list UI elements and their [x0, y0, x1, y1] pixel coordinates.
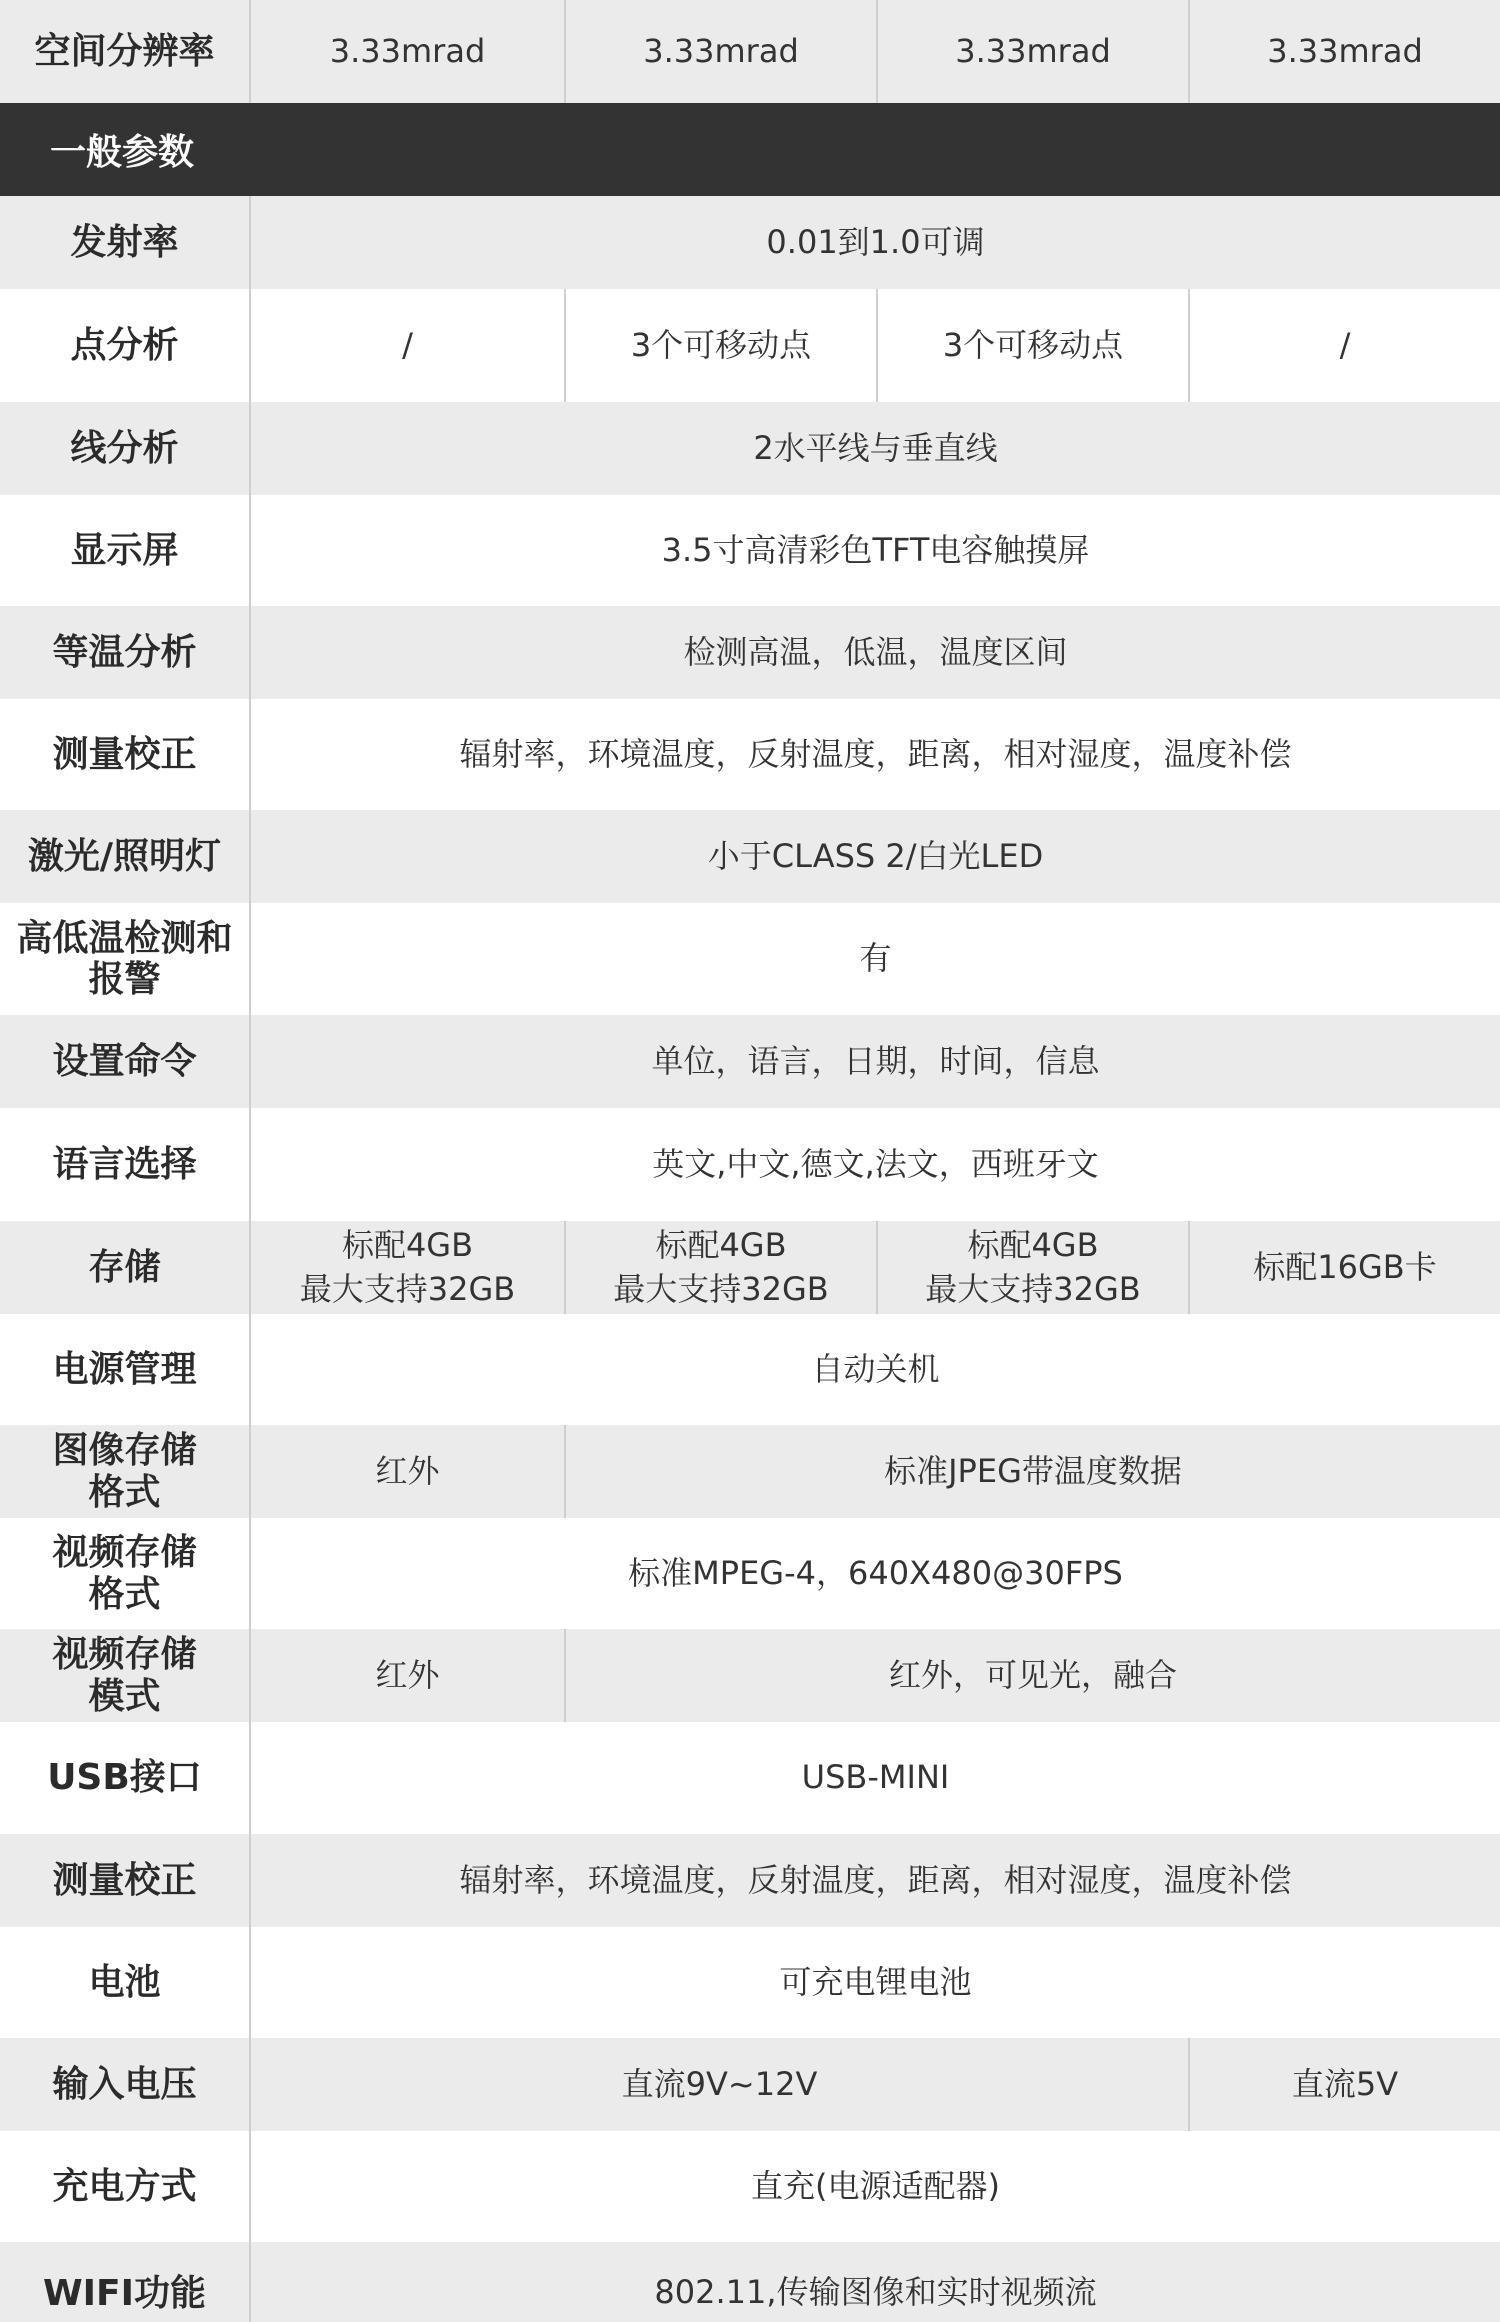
- row-label-line: 格式: [88, 1471, 161, 1513]
- value-cell: 直充(电源适配器): [751, 2166, 1000, 2205]
- row-video-format: [0, 1518, 1500, 1629]
- section-title: 一般参数: [50, 132, 195, 173]
- row-emissivity: [0, 196, 1500, 289]
- value-cell: 辐射率，环境温度，反射温度，距离，相对湿度，温度补偿: [459, 734, 1292, 773]
- value-line: 标配4GB: [341, 1226, 474, 1265]
- row-power-management: [0, 1314, 1500, 1425]
- value-cell: 3.33mrad: [564, 0, 876, 103]
- row-input-voltage: [0, 2038, 1500, 2131]
- value-cell: [876, 1221, 1188, 1314]
- row-wifi: [0, 2242, 1500, 2322]
- value-cell: 标配16GB卡: [1188, 1221, 1500, 1314]
- row-label: USB接口: [0, 1722, 251, 1834]
- row-temp-alarm: [0, 903, 1500, 1015]
- row-isotherm: [0, 606, 1500, 699]
- row-label: WIFI功能: [0, 2242, 251, 2322]
- row-video-mode: [0, 1629, 1500, 1722]
- value-cell: 单位，语言，日期，时间，信息: [651, 1041, 1100, 1080]
- value-cell: 802.11,传输图像和实时视频流: [654, 2272, 1097, 2311]
- value-cell: [564, 1221, 876, 1314]
- value-cell: [251, 1221, 564, 1314]
- row-usb: [0, 1722, 1500, 1834]
- row-label: 电池: [0, 1927, 251, 2038]
- row-line-analysis: [0, 402, 1500, 495]
- row-charging: [0, 2131, 1500, 2242]
- row-label: [0, 903, 251, 1015]
- row-label: 语言选择: [0, 1108, 251, 1221]
- section-header-general: [0, 103, 1500, 196]
- value-cell: 自动关机: [811, 1349, 940, 1388]
- row-label-line: 模式: [88, 1675, 161, 1717]
- value-cell: 3.33mrad: [1188, 0, 1500, 103]
- row-measurement-correction: [0, 699, 1500, 810]
- value-line: 最大支持32GB: [613, 1269, 829, 1308]
- row-label: 点分析: [0, 289, 251, 402]
- row-point-analysis: [0, 289, 1500, 402]
- row-display: [0, 495, 1500, 606]
- row-label: 激光/照明灯: [0, 810, 251, 903]
- value-cell: 3.5寸高清彩色TFT电容触摸屏: [661, 530, 1090, 569]
- value-cell: 标准MPEG-4，640X480@30FPS: [628, 1553, 1123, 1592]
- row-label-line: 视频存储: [52, 1532, 197, 1574]
- row-label-line: 视频存储: [52, 1634, 197, 1676]
- row-label: 充电方式: [0, 2131, 251, 2242]
- row-label: 电源管理: [0, 1314, 251, 1425]
- value-cell: 直流9V~12V: [621, 2064, 818, 2103]
- value-line: 标配4GB: [967, 1226, 1099, 1265]
- value-cell: 红外，可见光，融合: [564, 1629, 1500, 1722]
- value-cell: 3个可移动点: [876, 289, 1188, 402]
- value-cell: 英文,中文,德文,法文，西班牙文: [652, 1144, 1099, 1183]
- value-cell: /: [402, 325, 413, 364]
- value-line: 标配4GB: [655, 1226, 787, 1265]
- row-label: 存储: [0, 1221, 251, 1314]
- row-battery: [0, 1927, 1500, 2038]
- value-cell: 小于CLASS 2/白光LED: [707, 836, 1044, 875]
- value-cell: 标准JPEG带温度数据: [564, 1425, 1500, 1518]
- row-storage: [0, 1221, 1500, 1314]
- value-cell: 红外: [375, 1451, 440, 1490]
- value-cell: 3.33mrad: [329, 31, 486, 70]
- row-spatial-resolution: [0, 0, 1500, 103]
- row-label: 等温分析: [0, 606, 251, 699]
- row-label-line: 图像存储: [52, 1430, 197, 1472]
- value-cell: 直流5V: [1188, 2038, 1500, 2131]
- value-line: 最大支持32GB: [299, 1269, 516, 1308]
- value-cell: 辐射率，环境温度，反射温度，距离，相对湿度，温度补偿: [459, 1860, 1292, 1899]
- row-label: 发射率: [0, 196, 251, 289]
- value-cell: 检测高温，低温，温度区间: [683, 632, 1068, 671]
- row-label: [0, 1425, 251, 1518]
- value-cell: USB-MINI: [801, 1758, 950, 1797]
- row-label: [0, 1629, 251, 1722]
- row-label: 设置命令: [0, 1015, 251, 1108]
- row-label-line: 报警: [88, 959, 161, 1000]
- row-label: 空间分辨率: [0, 0, 251, 103]
- row-label: 输入电压: [0, 2038, 251, 2131]
- row-image-format: [0, 1425, 1500, 1518]
- row-label: 显示屏: [0, 495, 251, 606]
- value-cell: 红外: [375, 1655, 440, 1694]
- row-label-line: 高低温检测和: [16, 917, 233, 959]
- value-cell: 有: [859, 939, 892, 978]
- row-label: 线分析: [0, 402, 251, 495]
- row-laser-light: [0, 810, 1500, 903]
- value-cell: 0.01到1.0可调: [766, 222, 985, 261]
- value-cell: 可充电锂电池: [779, 1962, 972, 2001]
- row-label: 测量校正: [0, 699, 251, 810]
- value-cell: /: [1188, 289, 1500, 402]
- value-cell: 2水平线与垂直线: [753, 428, 998, 467]
- value-cell: 3个可移动点: [564, 289, 876, 402]
- row-label: [0, 1518, 251, 1629]
- row-settings: [0, 1015, 1500, 1108]
- row-language: [0, 1108, 1500, 1221]
- row-label-line: 格式: [88, 1573, 161, 1615]
- value-cell: 3.33mrad: [876, 0, 1188, 103]
- row-label: 测量校正: [0, 1834, 251, 1927]
- value-line: 最大支持32GB: [925, 1269, 1141, 1308]
- row-measurement-correction: [0, 1834, 1500, 1927]
